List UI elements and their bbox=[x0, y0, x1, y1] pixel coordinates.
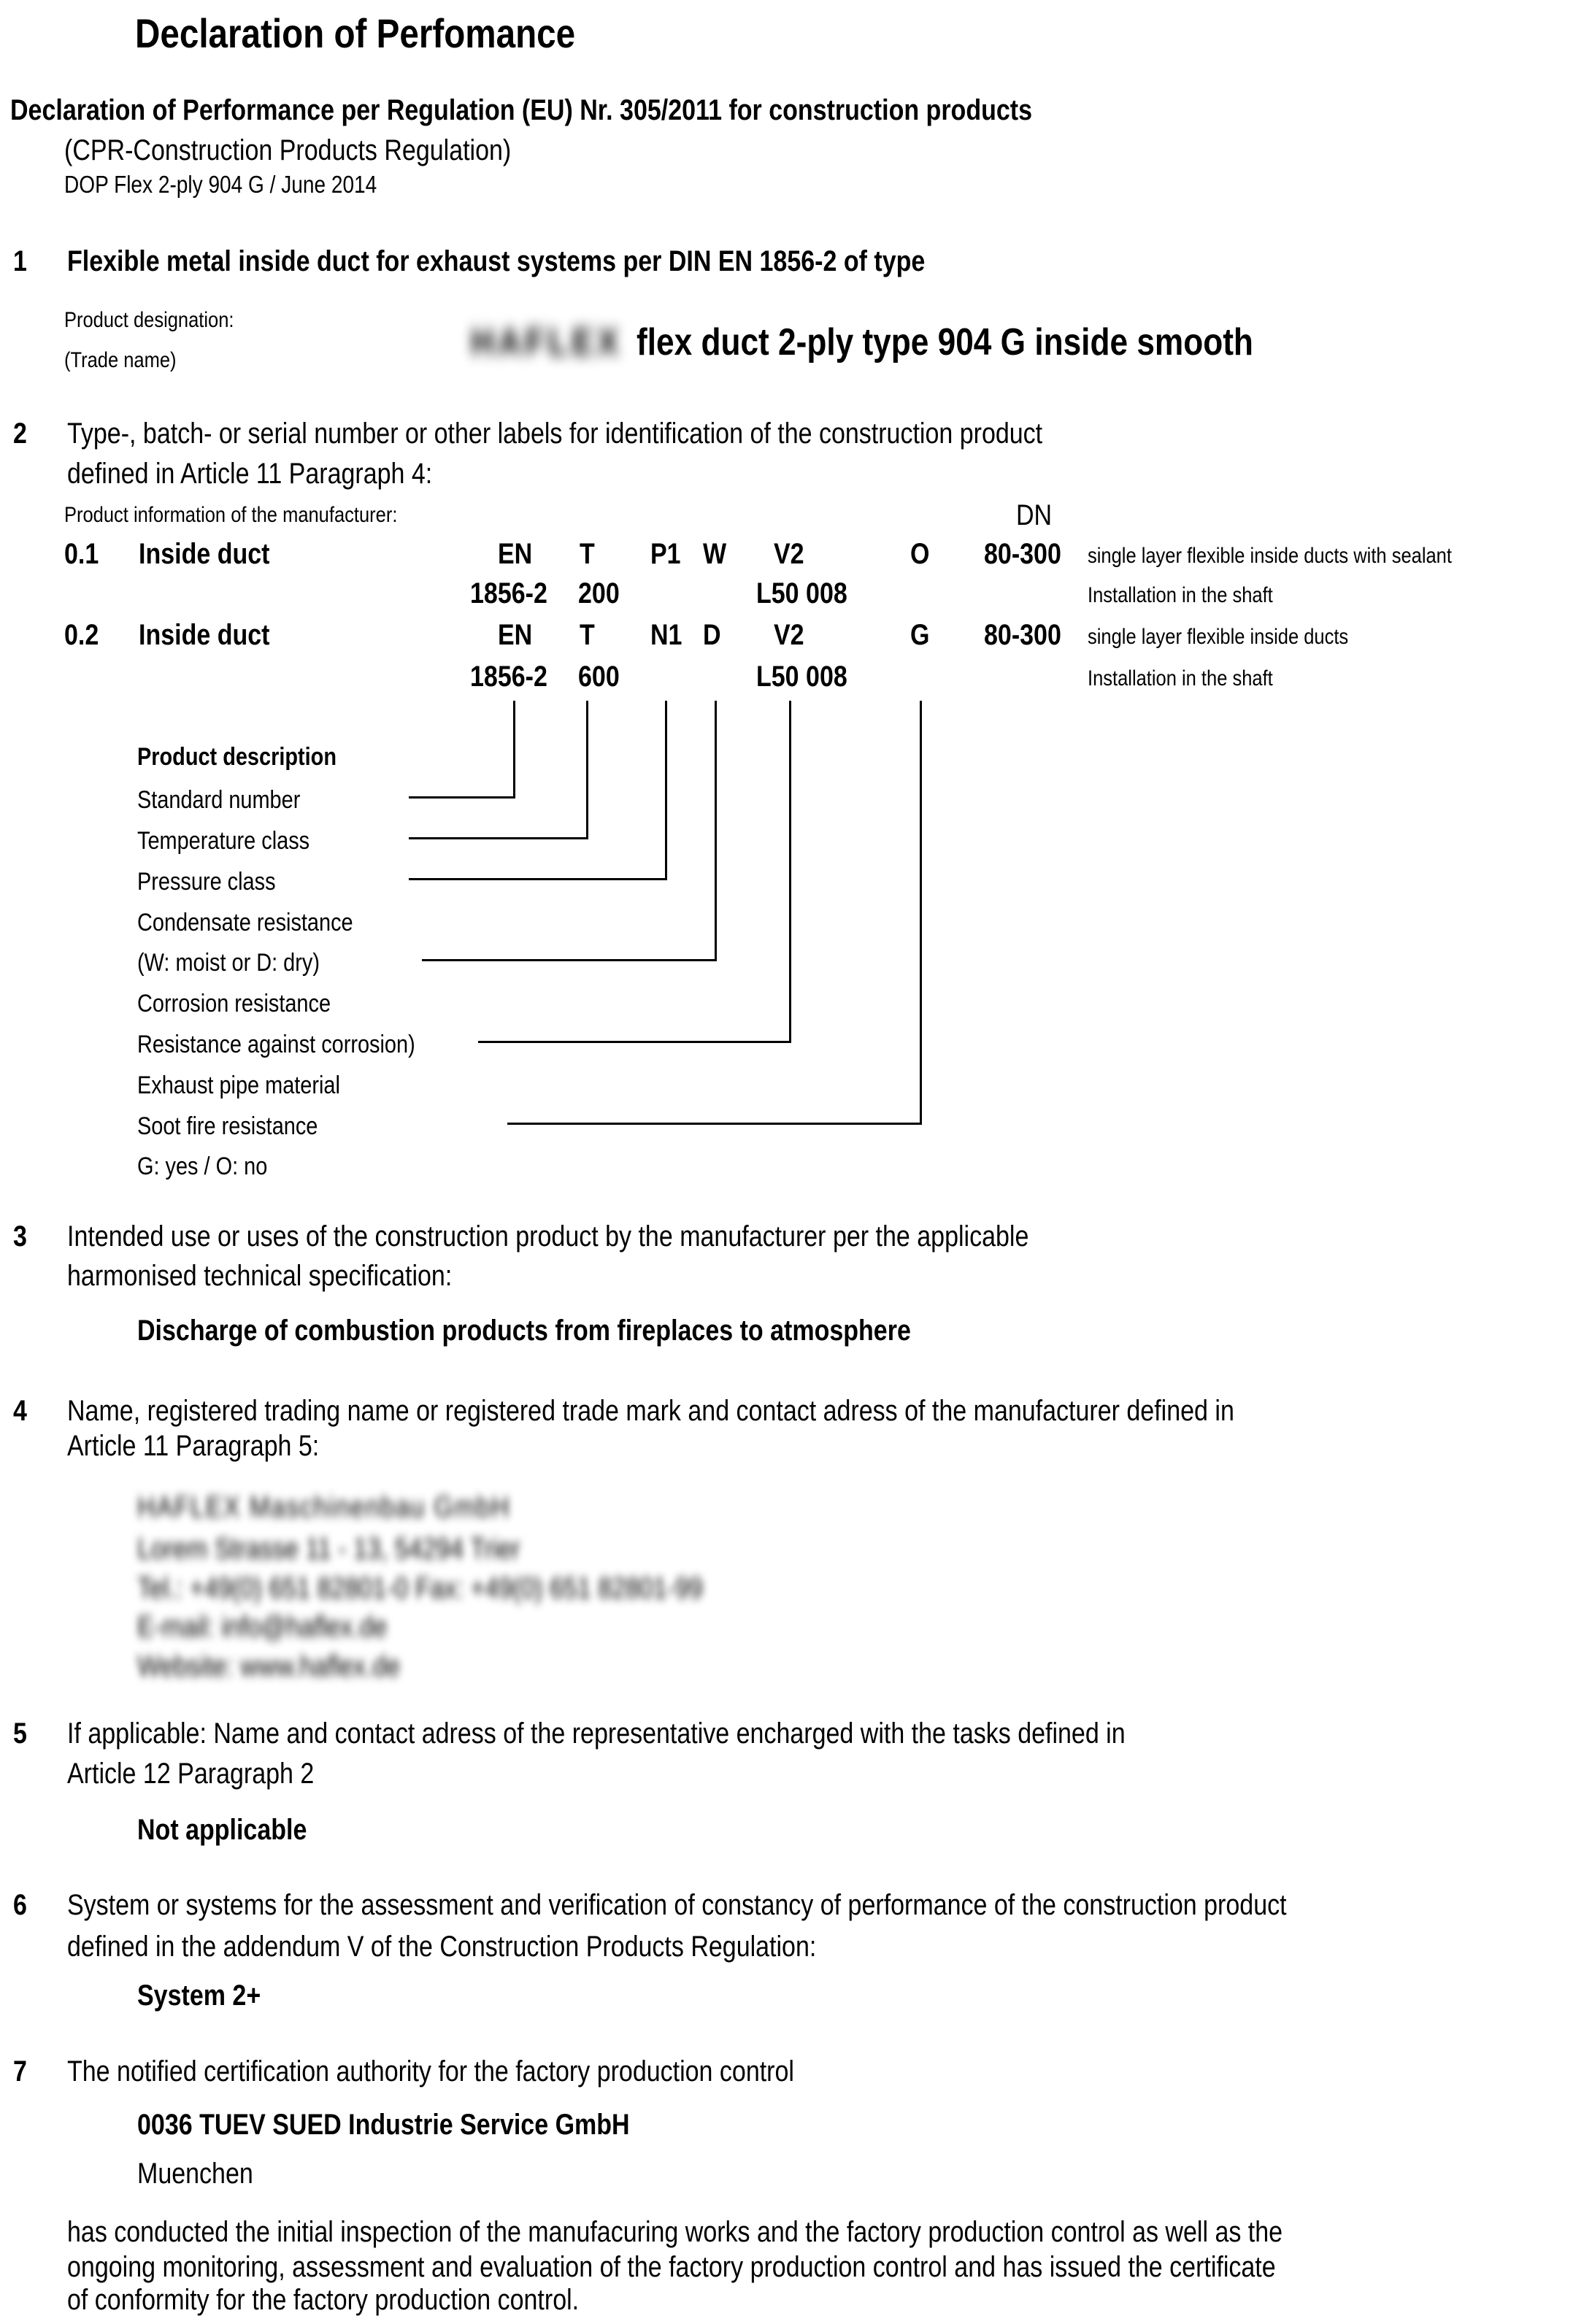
row-0-2-pressure: N1 bbox=[650, 619, 682, 651]
row-0-1-index: 0.1 bbox=[64, 538, 99, 570]
row-0-1-name: Inside duct bbox=[139, 538, 270, 570]
section-2-heading-line1: Type-, batch- or serial number or other labels for identification of the construction product bbox=[67, 418, 1043, 450]
section-4-heading-line1: Name, registered trading name or registered trade mark and contact adress of the manufacturer defined in bbox=[67, 1395, 1234, 1427]
cpr-subheading: (CPR-Construction Products Regulation) bbox=[64, 134, 512, 166]
section-3-value: Discharge of combustion products from fireplaces to atmosphere bbox=[137, 1315, 911, 1347]
row-0-1-dn-range: 80-300 bbox=[984, 538, 1061, 570]
section-1-heading: Flexible metal inside duct for exhaust systems per DIN EN 1856-2 of type bbox=[67, 245, 926, 277]
section-3-number: 3 bbox=[13, 1220, 27, 1253]
legend-item-soot-fire-resistance: Soot fire resistance bbox=[137, 1112, 318, 1140]
trade-name-label: (Trade name) bbox=[64, 348, 177, 372]
row-0-1-pressure: P1 bbox=[650, 538, 681, 570]
callout-line-pressure bbox=[665, 701, 667, 880]
row-0-1-sootfire: O bbox=[910, 538, 930, 570]
callout-connector-sootfire bbox=[507, 1123, 922, 1125]
section-4-heading-line2: Article 11 Paragraph 5: bbox=[67, 1430, 320, 1462]
closing-paragraph-line1: has conducted the initial inspection of the manufacuring works and the factory production control as well as the bbox=[67, 2216, 1283, 2248]
section-7-heading-line1: The notified certification authority for the factory production control bbox=[67, 2055, 794, 2088]
section-2-heading-line2: defined in Article 11 Paragraph 4: bbox=[67, 458, 433, 490]
legend-item-resistance-against-corrosion: Resistance against corrosion) bbox=[137, 1031, 415, 1058]
row-0-2-index: 0.2 bbox=[64, 619, 99, 651]
row-0-2-description-2: Installation in the shaft bbox=[1088, 666, 1273, 690]
row-0-2-temp-class: T bbox=[580, 619, 595, 651]
trade-name-value: flex duct 2-ply type 904 G inside smooth bbox=[637, 321, 1253, 363]
row-0-1-material: L50 008 bbox=[756, 577, 847, 609]
legend-title: Product description bbox=[137, 743, 337, 771]
row-0-2-standard-2: 1856-2 bbox=[470, 661, 547, 693]
row-0-1-description: single layer flexible inside ducts with sealant bbox=[1088, 544, 1452, 568]
row-0-2-condensate: D bbox=[703, 619, 721, 651]
row-0-1-temp-class: T bbox=[580, 538, 595, 570]
callout-connector-standard bbox=[409, 796, 515, 799]
section-2-number: 2 bbox=[13, 418, 27, 450]
legend-item-exhaust-pipe-material: Exhaust pipe material bbox=[137, 1071, 340, 1099]
brand-name-redacted: HAFLEX bbox=[471, 321, 623, 363]
certification-authority-value: 0036 TUEV SUED Industrie Service GmbH bbox=[137, 2109, 630, 2141]
callout-line-sootfire bbox=[920, 701, 922, 1125]
closing-paragraph-line2: ongoing monitoring, assessment and evaluation of the factory production control and has issued the certificate bbox=[67, 2251, 1276, 2283]
callout-connector-temperature bbox=[409, 837, 588, 839]
certification-authority-city: Muenchen bbox=[137, 2158, 253, 2190]
callout-connector-pressure bbox=[409, 878, 667, 880]
page-title: Declaration of Perfomance bbox=[135, 10, 576, 56]
section-4-number: 4 bbox=[13, 1395, 27, 1427]
row-0-1-temp-value: 200 bbox=[578, 577, 620, 609]
section-6-heading-line2: defined in the addendum V of the Construction Products Regulation: bbox=[67, 1931, 817, 1963]
section-5-number: 5 bbox=[13, 1717, 27, 1750]
row-0-2-temp-value: 600 bbox=[578, 661, 620, 693]
callout-connector-condensate bbox=[422, 959, 717, 961]
callout-connector-corrosion bbox=[478, 1041, 791, 1043]
row-0-2-sootfire: G bbox=[910, 619, 930, 651]
row-0-2-standard: EN bbox=[498, 619, 533, 651]
row-0-2-name: Inside duct bbox=[139, 619, 270, 651]
manufacturer-name-redacted: HAFLEX Maschinenbau GmbH bbox=[137, 1491, 511, 1523]
row-0-1-standard: EN bbox=[498, 538, 533, 570]
manufacturer-website-redacted: Website: www.haflex.de bbox=[137, 1650, 401, 1682]
row-0-1-condensate: W bbox=[703, 538, 727, 570]
closing-paragraph-line3: of conformity for the factory production control. bbox=[67, 2284, 580, 2316]
section-5-heading-line1: If applicable: Name and contact adress of the representative encharged with the tasks defined in bbox=[67, 1717, 1126, 1750]
legend-item-corrosion-resistance: Corrosion resistance bbox=[137, 990, 331, 1017]
doc-reference: DOP Flex 2-ply 904 G / June 2014 bbox=[64, 171, 377, 198]
callout-line-corrosion bbox=[789, 701, 791, 1043]
regulation-heading: Declaration of Performance per Regulation (EU) Nr. 305/2011 for construction products bbox=[10, 94, 1033, 126]
table-header-label: Product information of the manufacturer: bbox=[64, 503, 398, 527]
row-0-2-corrosion: V2 bbox=[774, 619, 804, 651]
section-6-heading-line1: System or systems for the assessment and verification of constancy of performance of the construction product bbox=[67, 1889, 1287, 1921]
table-dn-header: DN bbox=[1016, 499, 1053, 531]
row-0-2-description: single layer flexible inside ducts bbox=[1088, 625, 1349, 649]
section-3-heading-line2: harmonised technical specification: bbox=[67, 1260, 453, 1292]
row-0-1-corrosion: V2 bbox=[774, 538, 804, 570]
legend-item-g-yes-o-no: G: yes / O: no bbox=[137, 1153, 268, 1180]
legend-item-pressure-class: Pressure class bbox=[137, 868, 276, 896]
row-0-2-material: L50 008 bbox=[756, 661, 847, 693]
manufacturer-address-redacted: Lorem Strasse 11 - 13, 54294 Trier bbox=[137, 1533, 520, 1565]
callout-line-standard bbox=[513, 701, 515, 799]
row-0-1-standard-2: 1856-2 bbox=[470, 577, 547, 609]
section-6-value: System 2+ bbox=[137, 1979, 261, 2012]
manufacturer-email-redacted: E-mail: info@haflex.de bbox=[137, 1611, 388, 1643]
callout-line-temperature bbox=[586, 701, 588, 839]
section-3-heading-line1: Intended use or uses of the construction product by the manufacturer per the applicable bbox=[67, 1220, 1029, 1253]
section-6-number: 6 bbox=[13, 1889, 27, 1921]
manufacturer-phone-redacted: Tel.: +49(0) 651 82801-0 Fax: +49(0) 651 82801-99 bbox=[137, 1572, 703, 1604]
section-5-value: Not applicable bbox=[137, 1814, 307, 1846]
section-1-number: 1 bbox=[13, 245, 27, 277]
legend-item-standard-number: Standard number bbox=[137, 786, 301, 814]
product-designation-label: Product designation: bbox=[64, 308, 234, 332]
legend-item-temperature-class: Temperature class bbox=[137, 827, 310, 855]
row-0-2-dn-range: 80-300 bbox=[984, 619, 1061, 651]
callout-line-condensate bbox=[715, 701, 717, 961]
legend-item-condensate-resistance: Condensate resistance bbox=[137, 909, 353, 936]
legend-item-moist-dry: (W: moist or D: dry) bbox=[137, 949, 320, 977]
section-5-heading-line2: Article 12 Paragraph 2 bbox=[67, 1758, 315, 1790]
section-7-number: 7 bbox=[13, 2055, 27, 2088]
row-0-1-description-2: Installation in the shaft bbox=[1088, 583, 1273, 607]
